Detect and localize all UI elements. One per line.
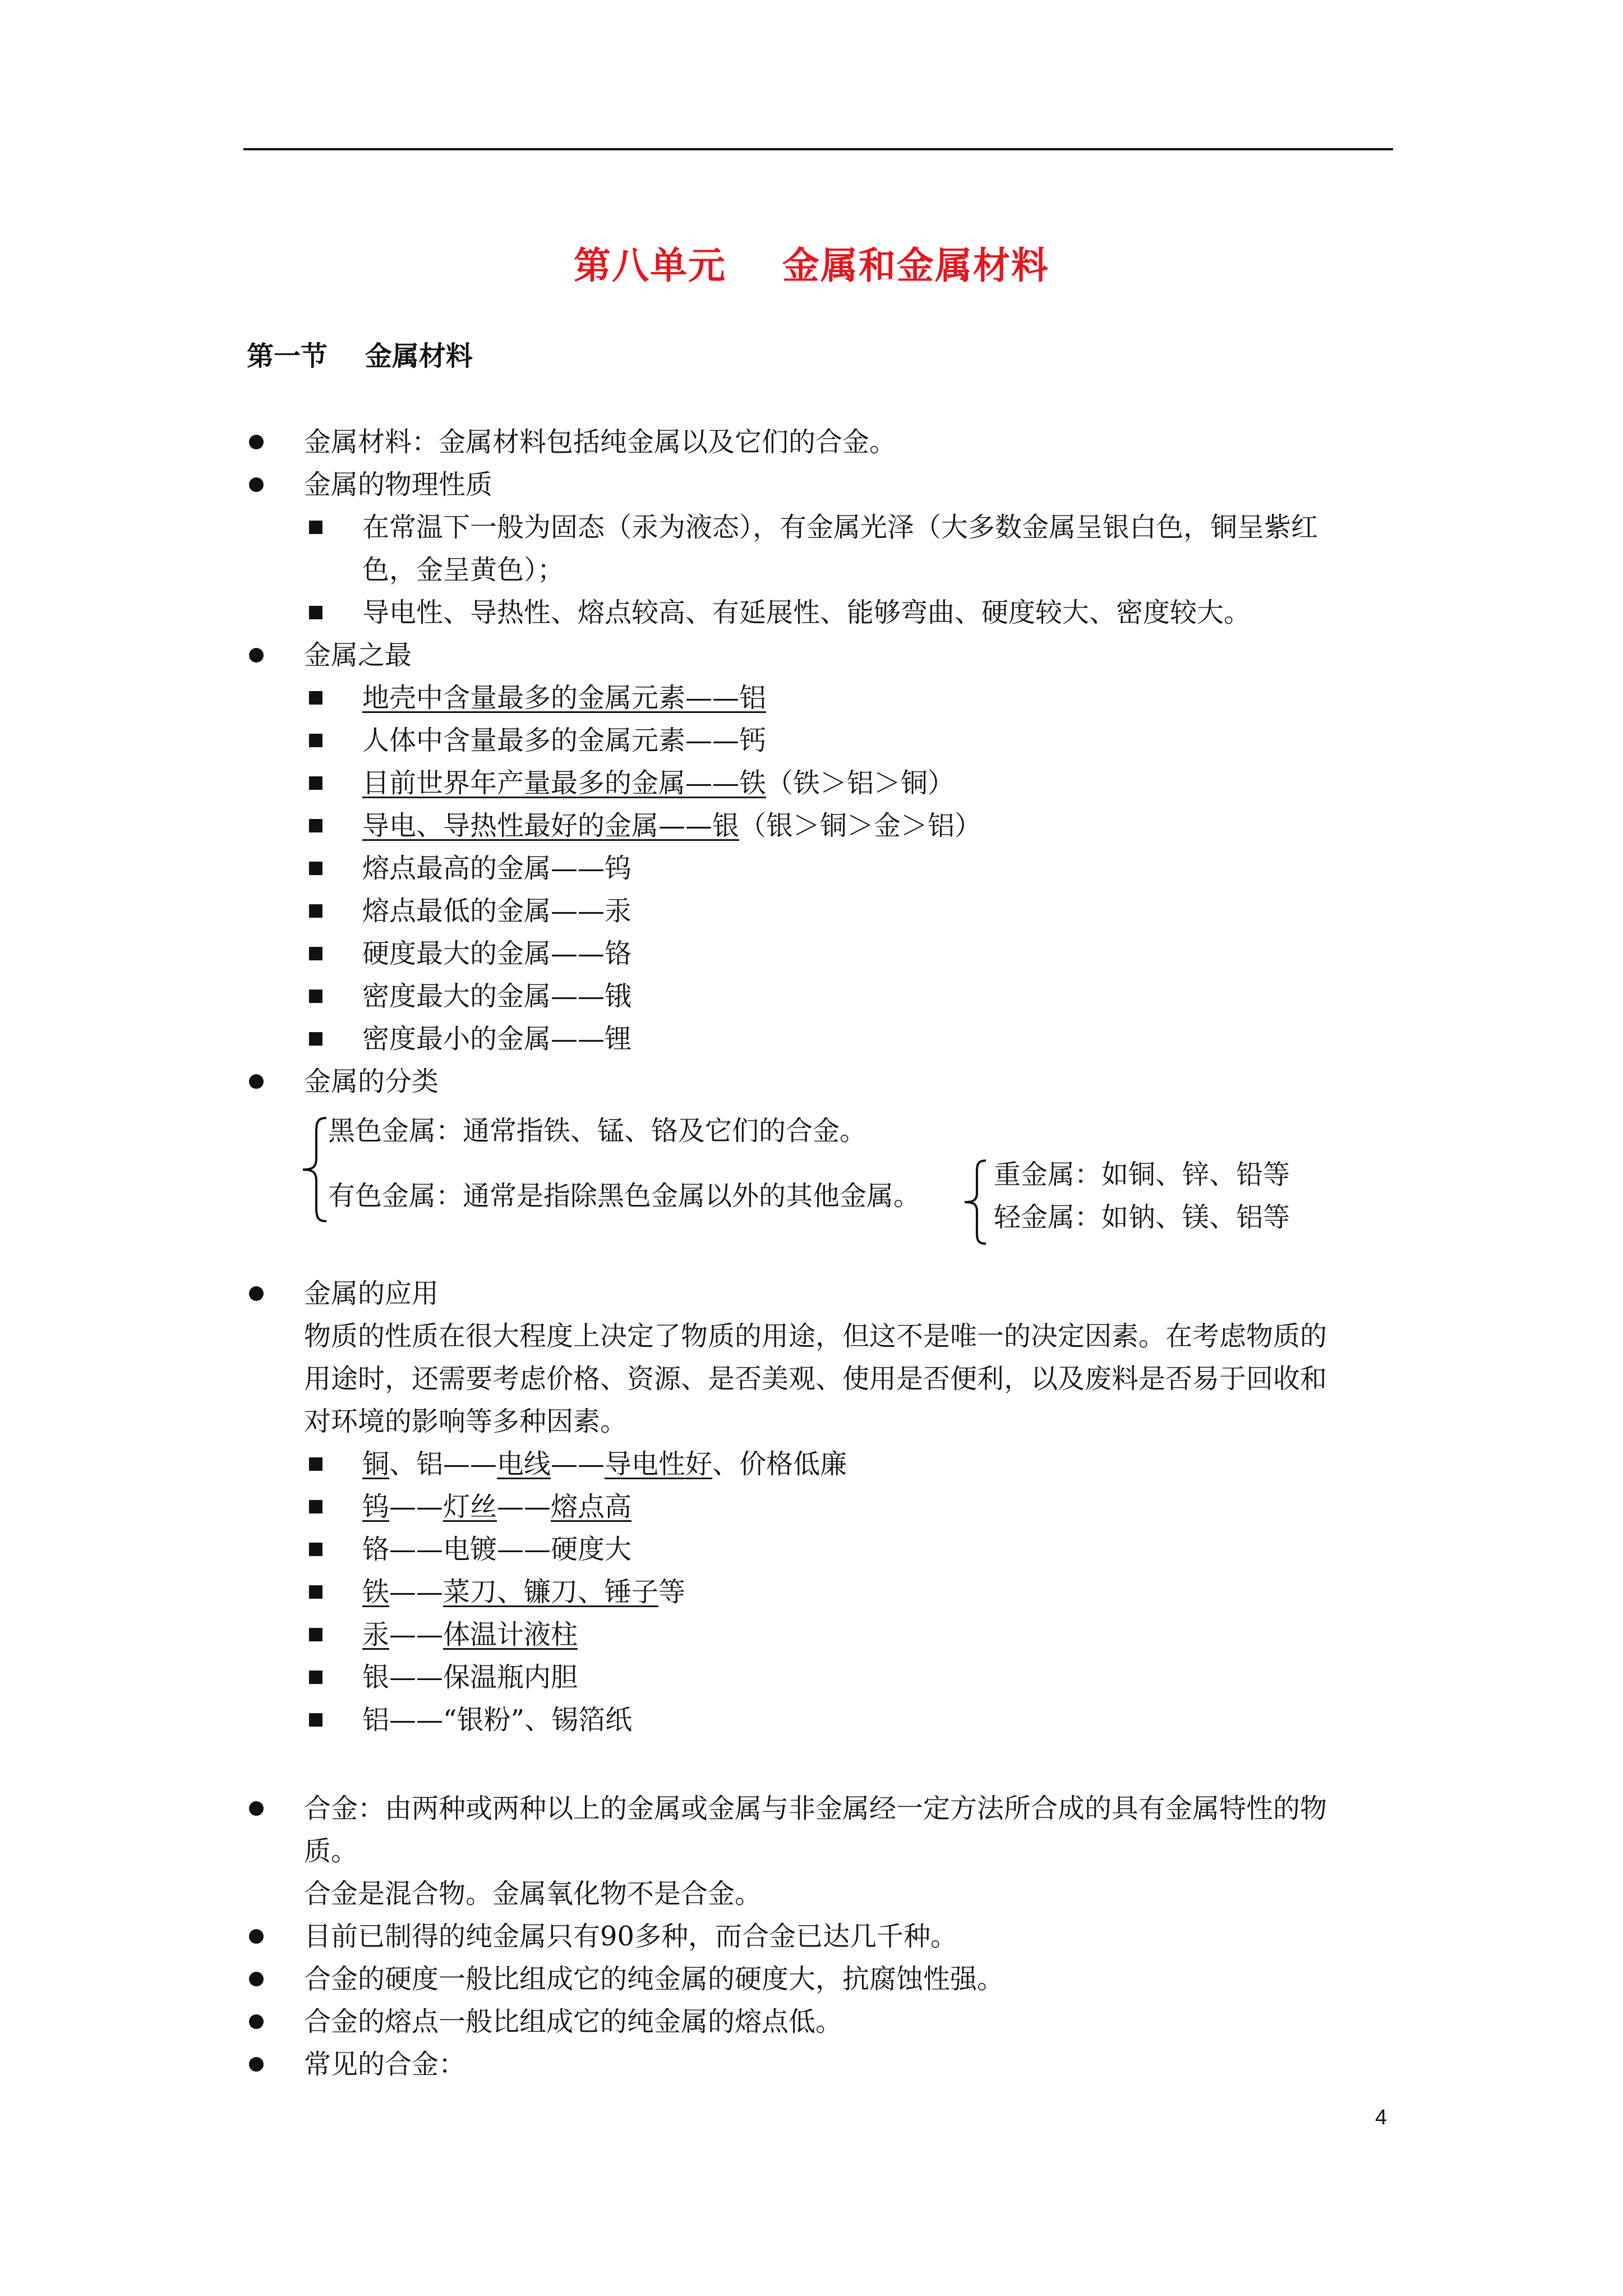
classification-heading: 金属的分类 [304, 1066, 439, 1097]
application-item-segment: —— [551, 1448, 605, 1480]
application-item-segment: —— [389, 1491, 444, 1522]
application-item [362, 1528, 631, 1571]
bullet-square [309, 776, 322, 790]
bullet-dot [249, 2014, 264, 2029]
application-item-segment: 体温计液柱 [443, 1619, 578, 1650]
bullet-dot [249, 2057, 264, 2072]
application-paragraph: 对环境的影响等多种因素。 [304, 1406, 628, 1437]
physical-properties-heading: 金属的物理性质 [304, 469, 493, 500]
application-item [362, 1699, 632, 1741]
nonferrous-metal: 有色金属：通常是指除黑色金属以外的其他金属。 [328, 1180, 921, 1212]
chapter-title: 第八单元 金属和金属材料 [574, 243, 1049, 287]
application-paragraph: 物质的性质在很大程度上决定了物质的用途，但这不是唯一的决定因素。在考虑物质的 [304, 1320, 1327, 1352]
superlatives-heading: 金属之最 [304, 639, 412, 671]
application-item [362, 1443, 847, 1485]
bullet-square [309, 521, 322, 534]
bullet-square [309, 862, 322, 875]
alloy-fact: 合金的熔点一般比组成它的纯金属的熔点低。 [304, 2006, 843, 2037]
bullet-dot [249, 1074, 264, 1089]
application-item-segment: 电线 [497, 1448, 551, 1480]
application-item [362, 1613, 578, 1656]
metal-material-item: 金属材料：金属材料包括纯金属以及它们的合金。 [304, 426, 897, 458]
superlative-item: 熔点最高的金属——钨 [362, 853, 632, 884]
application-item-segment: 菜刀、镰刀、锤子 [443, 1576, 659, 1608]
alloy-note: 合金是混合物。金属氧化物不是合金。 [304, 1878, 762, 1910]
bullet-square [309, 1585, 322, 1599]
common-alloys-heading: 常见的合金： [304, 2049, 466, 2080]
application-item-segment: 汞 [362, 1619, 390, 1650]
bullet-dot [249, 1929, 264, 1944]
bullet-dot [249, 1801, 264, 1816]
bullet-square [309, 1500, 322, 1513]
brace-left [297, 1114, 331, 1226]
superlative-item: 地壳中含量最多的金属元素——铝 [362, 682, 767, 714]
application-item [362, 1485, 631, 1528]
superlative-item: 硬度最大的金属——铬 [362, 938, 632, 969]
bullet-square [309, 990, 322, 1003]
application-item-segment: 铜 [362, 1448, 390, 1480]
bullet-square [309, 1457, 322, 1471]
bullet-dot [249, 1972, 264, 1986]
physical-property-line: 导电性、导热性、熔点较高、有延展性、能够弯曲、硬度较大、密度较大。 [362, 597, 1251, 628]
bullet-square [309, 734, 322, 747]
bullet-square [309, 1713, 322, 1727]
application-item-segment: —— [389, 1619, 444, 1650]
physical-property-line: 在常温下一般为固态（汞为液态），有金属光泽（大多数金属呈银白色，铜呈紫红 [362, 512, 1318, 543]
bullet-square [309, 819, 322, 832]
application-heading: 金属的应用 [304, 1278, 439, 1309]
header-rule [243, 148, 1393, 150]
bullet-square [309, 1032, 322, 1046]
bullet-dot [249, 477, 264, 492]
application-item-segment: 导电性好 [605, 1448, 713, 1480]
bullet-square [309, 606, 322, 619]
alloy-definition: 质。 [304, 1835, 358, 1867]
heavy-metal: 重金属：如铜、锌、铅等 [994, 1159, 1290, 1190]
bullet-square [309, 1671, 322, 1684]
bullet-square [309, 947, 322, 960]
ferrous-metal: 黑色金属：通常指铁、锰、铬及它们的合金。 [328, 1115, 867, 1147]
section-heading: 第一节 金属材料 [247, 341, 473, 372]
application-item-segment: 等 [658, 1576, 686, 1608]
bullet-square [309, 691, 322, 705]
superlative-item: 熔点最低的金属——汞 [362, 895, 632, 927]
application-item-segment: —— [497, 1491, 551, 1522]
superlative-item: 密度最小的金属——锂 [362, 1023, 632, 1055]
physical-property-line: 色，金呈黄色）； [362, 554, 565, 586]
application-item-segment: 熔点高 [551, 1491, 632, 1522]
bullet-square [309, 1543, 322, 1556]
application-paragraph: 用途时，还需要考虑价格、资源、是否美观、使用是否便利，以及废料是否易于回收和 [304, 1363, 1327, 1395]
alloy-fact: 合金的硬度一般比组成它的纯金属的硬度大，抗腐蚀性强。 [304, 1963, 1004, 1995]
page-number: 4 [1375, 2106, 1387, 2129]
superlative-item: 目前世界年产量最多的金属——铁（铁＞铝＞铜） [362, 767, 955, 799]
application-item-segment: 钨 [362, 1491, 390, 1522]
application-item-segment: 铁 [362, 1576, 390, 1608]
alloy-definition: 合金：由两种或两种以上的金属或金属与非金属经一定方法所合成的具有金属特性的物 [304, 1793, 1327, 1824]
application-item-segment: 、铝—— [389, 1448, 497, 1480]
bullet-dot [249, 435, 264, 449]
application-item-segment: 银——保温瓶内胆 [362, 1662, 578, 1693]
bullet-dot [249, 648, 264, 662]
alloy-fact: 目前已制得的纯金属只有90多种，而合金已达几千种。 [304, 1921, 958, 1952]
superlative-item: 导电、导热性最好的金属——银（银＞铜＞金＞铝） [362, 810, 982, 841]
application-item-segment: 铝——“银粉”、锡箔纸 [362, 1704, 633, 1736]
bullet-square [309, 1628, 322, 1641]
light-metal: 轻金属：如钠、镁、铝等 [994, 1202, 1290, 1233]
application-item-segment: 、价格低廉 [712, 1448, 847, 1480]
application-item [362, 1656, 578, 1699]
application-item-segment: 铬——电镀——硬度大 [362, 1534, 632, 1565]
superlative-item: 人体中含量最多的金属元素——钙 [362, 725, 767, 756]
application-item-segment: —— [389, 1576, 444, 1608]
superlative-item: 密度最大的金属——锇 [362, 981, 632, 1012]
application-item-segment: 灯丝 [443, 1491, 497, 1522]
application-item [362, 1571, 685, 1613]
bullet-dot [249, 1286, 264, 1301]
bullet-square [309, 904, 322, 918]
brace-right [959, 1157, 990, 1247]
